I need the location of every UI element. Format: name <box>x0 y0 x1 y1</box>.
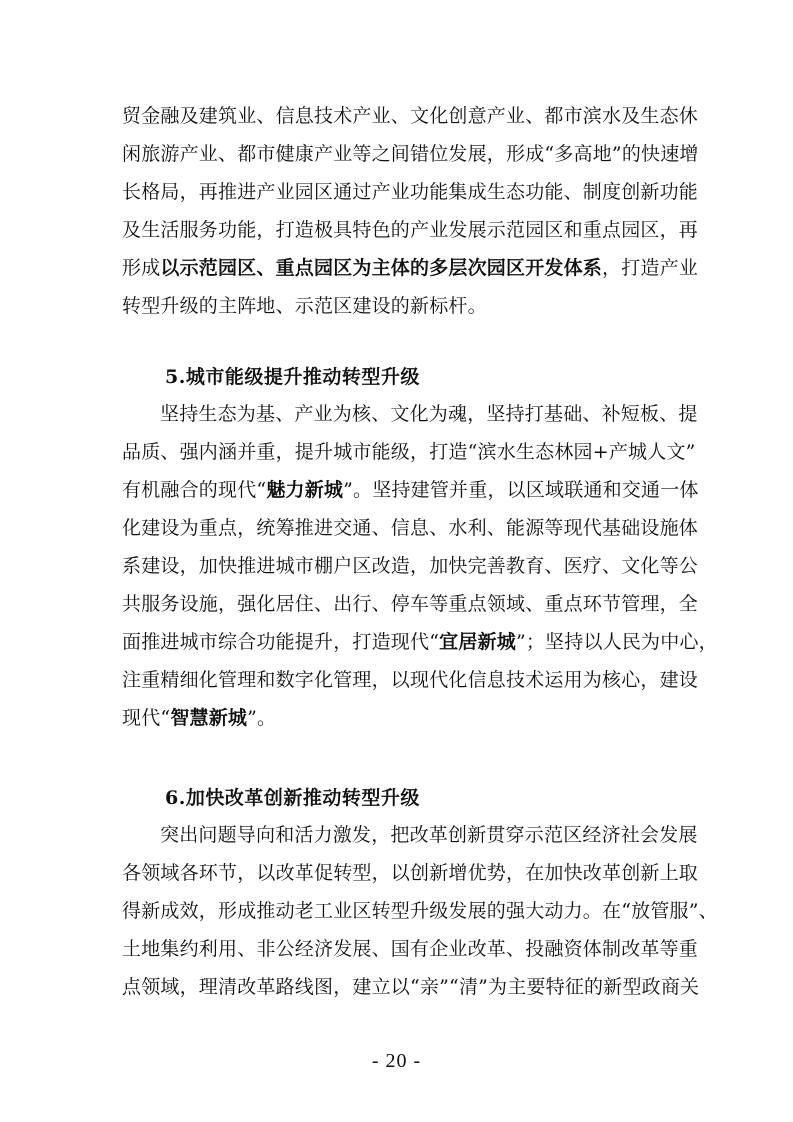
text-run: ”。 <box>247 707 277 729</box>
paragraph-line: 共服务设施，强化居住、出行、停车等重点领域、重点环节管理，全 <box>122 593 699 615</box>
paragraph-line <box>122 705 672 731</box>
paragraph-line: 各领域各环节，以改革促转型，以创新增优势，在加快改革创新上取 <box>122 862 699 884</box>
paragraph-line: 转型升级的主阵地、示范区建设的新标杆。 <box>122 295 487 317</box>
paragraph-line: 长格局，再推进产业园区通过产业功能集成生态功能、制度创新功能 <box>122 181 699 203</box>
paragraph-line: 化建设为重点，统筹推进交通、信息、水利、能源等现代基础设施体 <box>122 517 699 539</box>
text-run: 面推进城市综合功能提升，打造现代“ <box>122 631 440 653</box>
bold-text-run: 宜居新城 <box>439 631 516 653</box>
paragraph-line: 突出问题导向和活力激发，把改革创新贯穿示范区经济社会发展 <box>160 824 698 846</box>
section-heading: 6.加快改革创新推动转型升级 <box>165 787 420 809</box>
paragraph-line: 坚持生态为基、产业为核、文化为魂，坚持打基础、补短板、提 <box>160 403 698 425</box>
text-run: 现代“ <box>122 707 171 729</box>
paragraph-line: 贸金融及建筑业、信息技术产业、文化创意产业、都市滨水及生态休 <box>122 105 699 127</box>
paragraph-line: 点领域，理清改革路线图，建立以“亲”“清”为主要特征的新型政商关 <box>122 976 700 998</box>
bold-text-run: 智慧新城 <box>170 707 248 729</box>
paragraph-line <box>122 255 699 281</box>
page-number: - 20 - <box>371 1050 422 1072</box>
paragraph-line <box>122 629 718 655</box>
text-run: ”。坚持建管并重，以区域联通和交通一体 <box>343 479 699 501</box>
paragraph-line: 及生活服务功能，打造极具特色的产业发展示范园区和重点园区，再 <box>122 219 699 241</box>
text-run: ”；坚持以人民为中心， <box>515 631 718 653</box>
paragraph-line: 闲旅游产业、都市健康产业等之间错位发展，形成“多高地”的快速增 <box>122 143 699 165</box>
bold-text-run: 以示范园区、重点园区为主体的多层次园区开发体系 <box>160 257 603 279</box>
paragraph-line: 品质、强内涵并重，提升城市能级，打造“滨水生态林园+产城人文” <box>122 441 696 463</box>
paragraph-line <box>122 477 699 503</box>
paragraph-line: 土地集约利用、非公经济发展、国有企业改革、投融资体制改革等重 <box>122 938 699 960</box>
paragraph-line: 注重精细化管理和数字化管理，以现代化信息技术运用为核心，建设 <box>122 669 699 691</box>
text-run: ，打造产业 <box>602 257 699 279</box>
paragraph-line: 系建设，加快推进城市棚户区改造，加快完善教育、医疗、文化等公 <box>122 555 699 577</box>
bold-text-run: 魅力新城 <box>266 479 344 501</box>
text-run: 形成 <box>122 257 161 279</box>
text-run: 有机融合的现代“ <box>122 479 267 501</box>
section-heading: 5.城市能级提升推动转型升级 <box>165 366 420 388</box>
paragraph-line: 得新成效，形成推动老工业区转型升级发展的强大动力。在“放管服”、 <box>122 900 718 922</box>
